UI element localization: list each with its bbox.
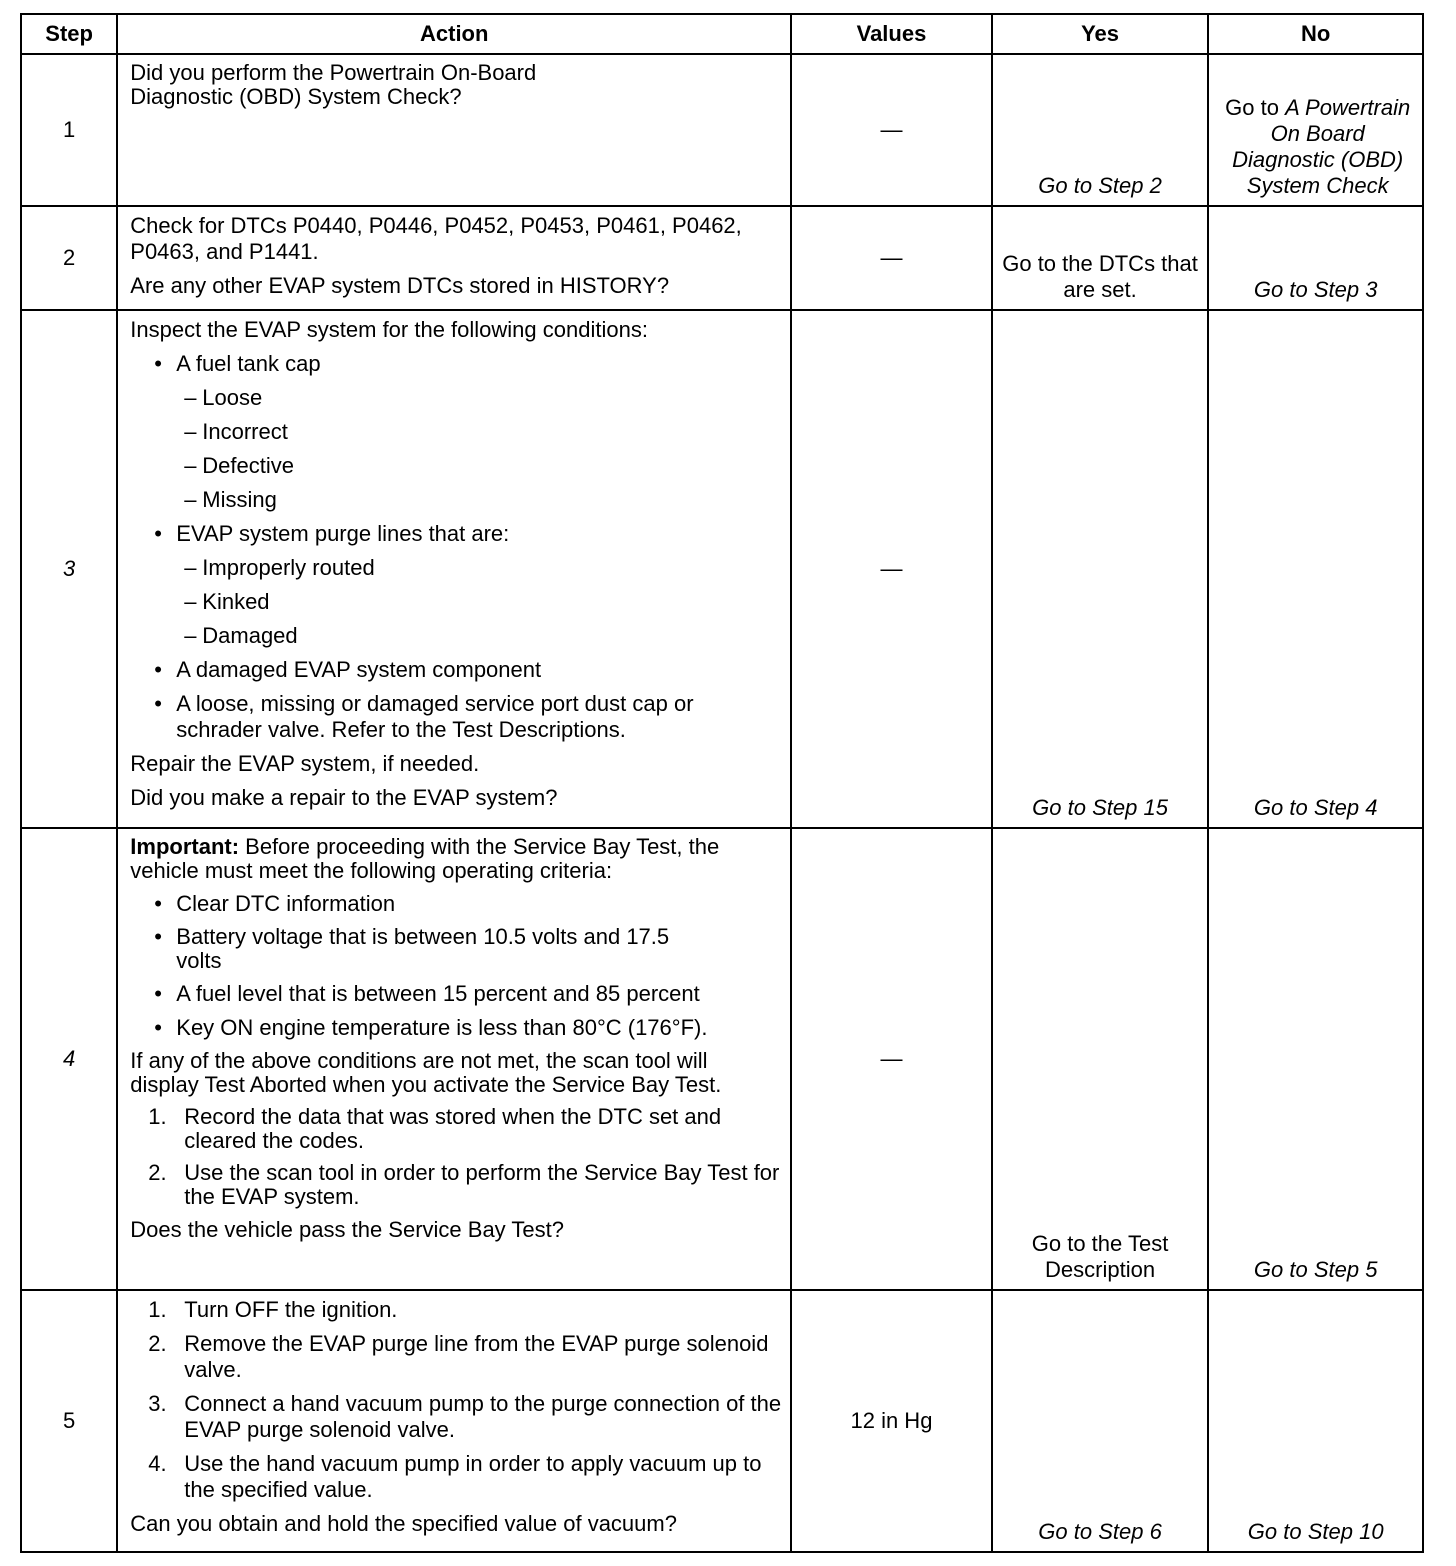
yes-cell: Go to the Test Description [992, 828, 1209, 1290]
list-item: • A damaged EVAP system component [154, 657, 784, 683]
header-row [21, 14, 1423, 54]
important-note [130, 835, 784, 883]
list-item: – Incorrect [184, 419, 784, 445]
list-item: • A fuel tank cap – Loose – Incorrect – Defective – Missing [154, 351, 784, 513]
important-label: Important: [130, 834, 240, 859]
action-intro: Inspect the EVAP system for the following conditions: [130, 317, 648, 342]
list-item: 2. Use the scan tool in order to perform the Service Bay Test for the EVAP system. [148, 1160, 780, 1209]
step-number: 2 [21, 206, 117, 310]
yes-cell: Go to Step 2 [992, 54, 1209, 206]
list-item: • A loose, missing or damaged service port dust cap or schrader valve. Refer to the Test Descriptions. [154, 691, 784, 743]
values-cell: — [791, 206, 992, 310]
list-item: • Battery voltage that is between 10.5 volts and 17.5 volts [154, 925, 784, 973]
table-row [21, 206, 1423, 310]
action-text: Repair the EVAP system, if needed. [130, 751, 480, 776]
diagnostic-table-document [20, 13, 1424, 1553]
sub-list [176, 385, 784, 513]
procedure-list [130, 1297, 784, 1503]
table-row [21, 828, 1423, 1290]
header-yes: Yes [992, 14, 1209, 54]
diagnostic-table [20, 13, 1424, 1553]
list-item: • Key ON engine temperature is less than 80°C (176°F). [154, 1015, 784, 1041]
no-link: A Powertrain On Board Diagnostic (OBD) System Check [1232, 95, 1411, 198]
values-cell: — [791, 54, 992, 206]
action-question: Did you make a repair to the EVAP system? [130, 785, 558, 810]
list-item: • Clear DTC information [154, 891, 784, 917]
yes-cell: Go to Step 15 [992, 310, 1209, 828]
header-step: Step [21, 14, 117, 54]
list-item: 1. Turn OFF the ignition. [148, 1297, 398, 1322]
values-cell: — [791, 828, 992, 1290]
no-cell: Go to Step 4 [1208, 310, 1423, 828]
list-item: 3. Connect a hand vacuum pump to the purge connection of the EVAP purge solenoid valve. [148, 1391, 782, 1442]
step-number: 1 [21, 54, 117, 206]
header-action: Action [117, 14, 791, 54]
action-cell [117, 828, 791, 1290]
no-cell: Go to Step 5 [1208, 828, 1423, 1290]
values-cell: — [791, 310, 992, 828]
table-row [21, 54, 1423, 206]
list-item: – Improperly routed [184, 555, 784, 581]
procedure-list [130, 1105, 784, 1209]
list-item: – Missing [184, 487, 784, 513]
list-item: – Damaged [184, 623, 784, 649]
yes-cell: Go to the DTCs that are set. [992, 206, 1209, 310]
action-note: If any of the above conditions are not met, the scan tool will display Test Aborted when you activate the Service Bay Test. [130, 1048, 722, 1097]
important-text: Before proceeding with the Service Bay Test, the vehicle must meet the following operating criteria: [130, 834, 720, 883]
criteria-list [130, 891, 784, 1041]
action-question: Does the vehicle pass the Service Bay Test? [130, 1217, 564, 1242]
list-item: 4. Use the hand vacuum pump in order to apply vacuum up to the specified value. [148, 1451, 762, 1502]
no-cell: Go to Step 3 [1208, 206, 1423, 310]
step-number: 3 [21, 310, 117, 828]
list-item: • A fuel level that is between 15 percent and 85 percent [154, 981, 784, 1007]
action-question: Can you obtain and hold the specified value of vacuum? [130, 1511, 677, 1536]
yes-cell: Go to Step 6 [992, 1290, 1209, 1552]
list-item: – Loose [184, 385, 784, 411]
table-row [21, 310, 1423, 828]
action-cell [117, 1290, 791, 1552]
action-cell [117, 54, 791, 206]
action-text: Did you perform the Powertrain On-Board Diagnostic (OBD) System Check? [130, 60, 537, 109]
values-cell: 12 in Hg [791, 1290, 992, 1552]
list-item: 2. Remove the EVAP purge line from the EVAP purge solenoid valve. [148, 1331, 769, 1382]
step-number: 4 [21, 828, 117, 1290]
list-item: – Kinked [184, 589, 784, 615]
list-item: 1. Record the data that was stored when the DTC set and cleared the codes. [148, 1104, 722, 1153]
no-cell: Go to Step 10 [1208, 1290, 1423, 1552]
header-values: Values [791, 14, 992, 54]
no-cell [1208, 54, 1423, 206]
action-cell [117, 206, 791, 310]
action-cell [117, 310, 791, 828]
list-item: – Defective [184, 453, 784, 479]
list-item: • EVAP system purge lines that are: – Improperly routed – Kinked – Damaged [154, 521, 784, 649]
step-number: 5 [21, 1290, 117, 1552]
no-prefix: Go to [1225, 95, 1279, 120]
table-row [21, 1290, 1423, 1552]
conditions-list [130, 351, 784, 743]
sub-list [176, 555, 784, 649]
action-text: Check for DTCs P0440, P0446, P0452, P0453, P0461, P0462, P0463, and P1441. [130, 213, 742, 264]
action-question: Are any other EVAP system DTCs stored in HISTORY? [130, 273, 670, 298]
header-no: No [1208, 14, 1423, 54]
